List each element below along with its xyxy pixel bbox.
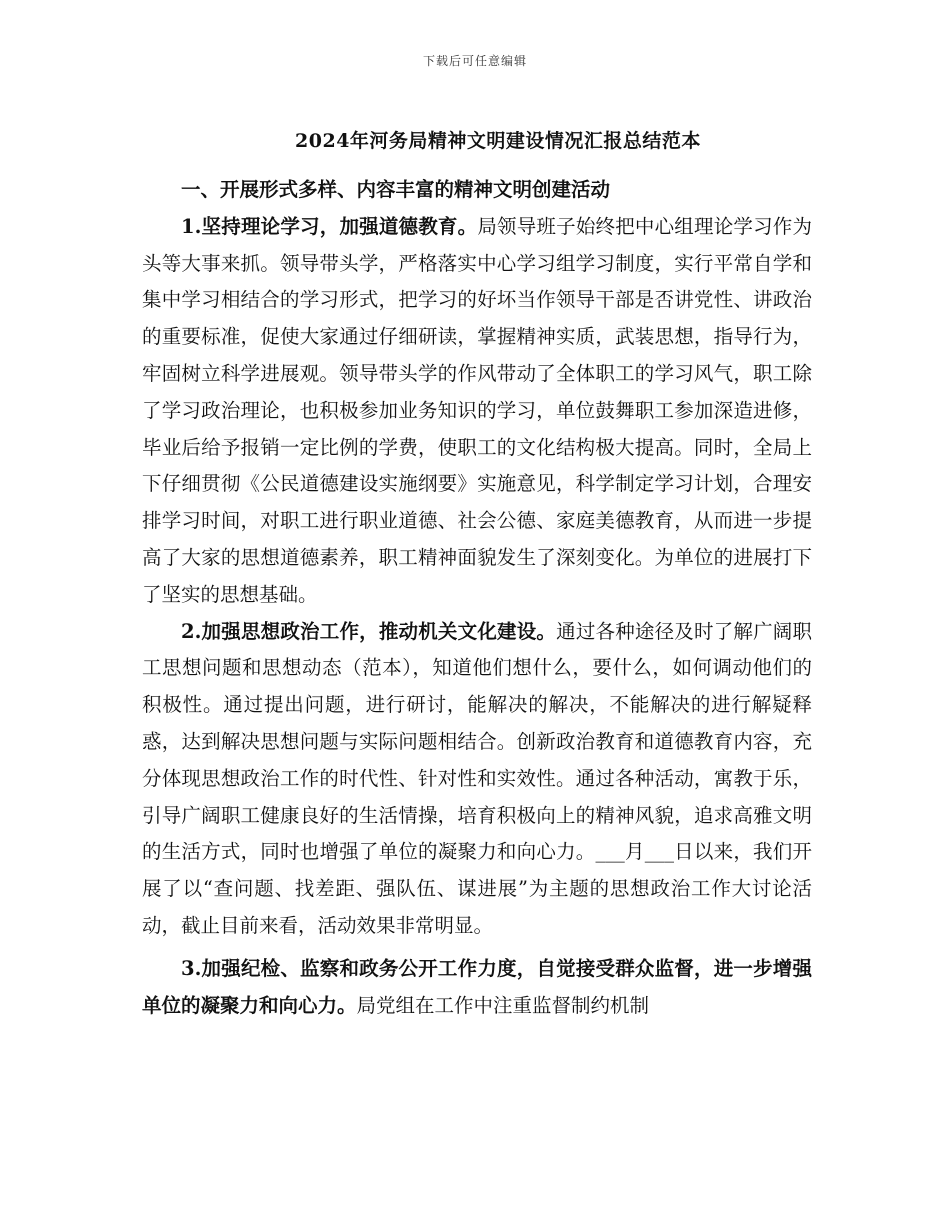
- paragraph-3: [142, 951, 812, 1025]
- paragraph-1: [142, 209, 812, 614]
- paragraph-1-body: 局领导班子始终把中心组理论学习作为头等大事来抓。领导带头学，严格落实中心学习组学习制度，实行平常自学和集中学习相结合的学习形式，把学习的好坏当作领导干部是否讲党性、讲政治的重要标准，促使大家通过仔细研读，掌握精神实质，武装思想，指导行为，牢固树立科学进展观。领导带头学的作风带动了全体职工的学习风气，职工除了学习政治理论，也积极参加业务知识的学习，单位鼓舞职工参加深造进修，毕业后给予报销一定比例的学费，使职工的文化结构极大提高。同时，全局上下仔细贯彻《公民道德建设实施纲要》实施意见，科学制定学习计划，合理安排学习时间，对职工进行职业道德、社会公德、家庭美德教育，从而进一步提高了大家的思想道德素养，职工精神面貌发生了深刻变化。为单位的进展打下了坚实的思想基础。: [142, 214, 812, 606]
- document-title: 2024年河务局精神文明建设情况汇报总结范本: [295, 130, 701, 152]
- section-heading: 一、开展形式多样、内容丰富的精神文明创建活动: [181, 178, 611, 201]
- paragraph-2-body: 通过各种途径及时了解广阔职工思想问题和思想动态（范本），知道他们想什么，要什么，如何调动他们的积极性。通过提出问题，进行研讨，能解决的解决，不能解决的进行解疑释惑，达到解决思想问题与实际问题相结合。创新政治教育和道德教育内容，充分体现思想政治工作的时代性、针对性和实效性。通过各种活动，寓教于乐，引导广阔职工健康良好的生活情操，培育积极向上的精神风貌，追求高雅文明的生活方式，同时也增强了单位的凝聚力和向心力。___月___日以来，我们开展了以“查问题、找差距、强队伍、谋进展”为主题的思想政治工作大讨论活动，截止目前来看，活动效果非常明显。: [142, 619, 812, 937]
- page-header-note: 下载后可任意编辑: [422, 54, 527, 68]
- paragraph-1-lead: 1.坚持理论学习，加强道德教育。: [181, 214, 478, 238]
- paragraph-2: [142, 614, 812, 945]
- paragraph-3-body: 局党组在工作中注重监督制约机制: [356, 993, 650, 1017]
- paragraph-2-lead: 2.加强思想政治工作，推动机关文化建设。: [181, 619, 557, 643]
- document-body: [142, 172, 812, 1024]
- paragraph-3-lead: 3.加强纪检、监察和政务公开工作力度，自觉接受群众监督，进一步增强单位的凝聚力和向心力。: [142, 956, 812, 1017]
